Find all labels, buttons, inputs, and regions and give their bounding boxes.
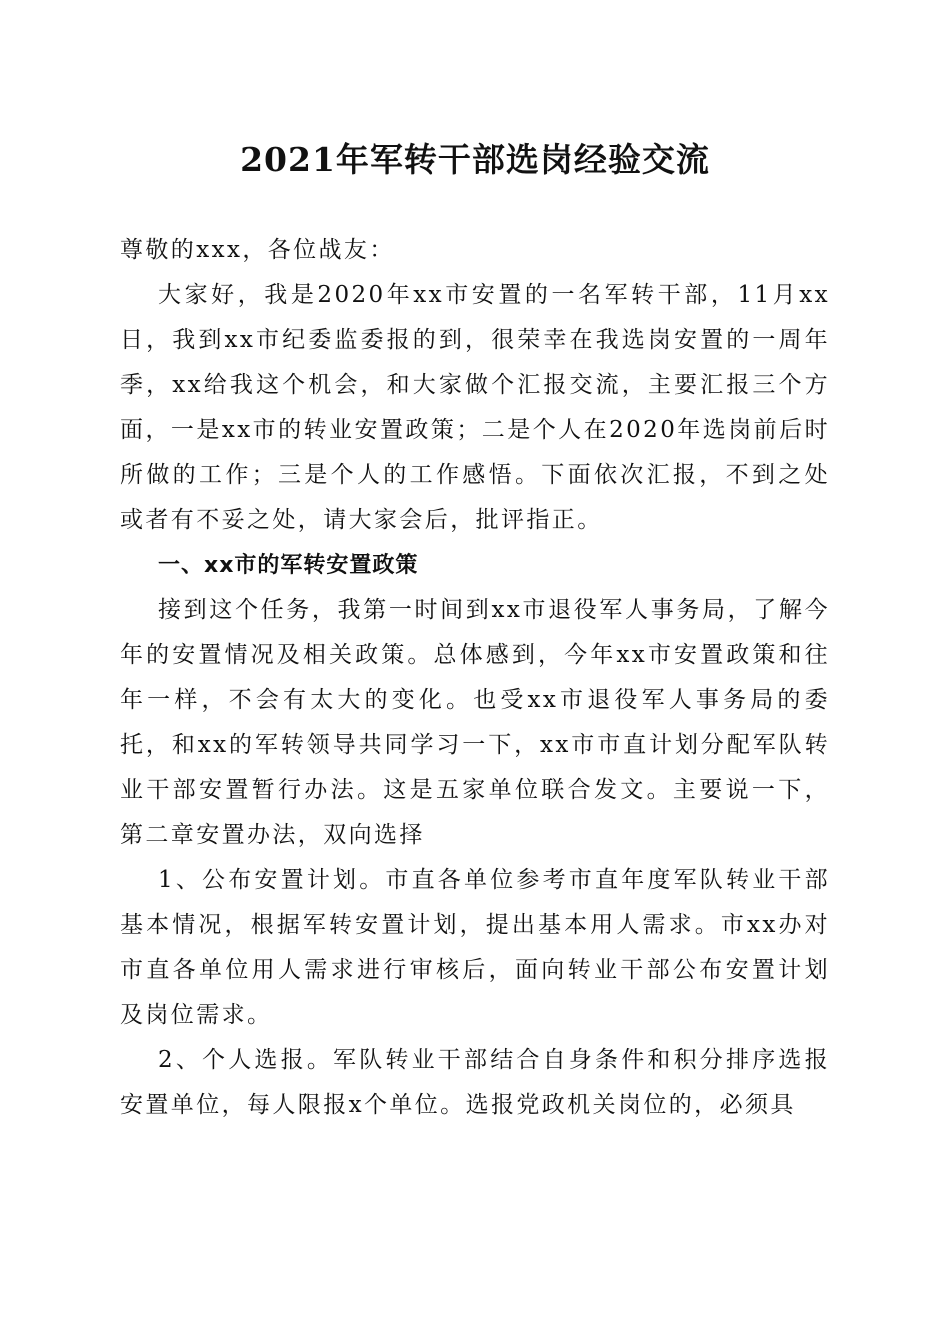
list-item-1: 1、公布安置计划。市直各单位参考市直年度军队转业干部基本情况，根据军转安置计划，提出基本用人需求。市xx办对市直各单位用人需求进行审核后，面向转业干部公布安置计划及岗位需求。 (120, 867, 830, 1028)
section1-paragraph: 接到这个任务，我第一时间到xx市退役军人事务局，了解今年的安置情况及相关政策。总体感到，今年xx市安置政策和往年一样，不会有太大的变化。也受xx市退役军人事务局的委托，和xx的军转领导共同学习一下，xx市市直计划分配军队转业干部安置暂行办法。这是五家单位联合发文。主要说一下，第二章安置办法，双向选择 (120, 597, 830, 848)
list-item-2: 2、个人选报。军队转业干部结合自身条件和积分排序选报安置单位，每人限报x个单位。选报党政机关岗位的，必须具 (120, 1047, 830, 1118)
section-heading-1: 一、xx市的军转安置政策 (158, 553, 419, 578)
salutation: 尊敬的xxx，各位战友： (120, 237, 395, 263)
intro-paragraph: 大家好，我是2020年xx市安置的一名军转干部，11月xx日，我到xx市纪委监委报的到，很荣幸在我选岗安置的一周年季，xx给我这个机会，和大家做个汇报交流，主要汇报三个方面，一是xx市的转业安置政策；二是个人在2020年选岗前后时所做的工作；三是个人的工作感悟。下面依次汇报，不到之处或者有不妥之处，请大家会后，批评指正。 (120, 282, 830, 533)
document-title: 2021年军转干部选岗经验交流 (240, 140, 710, 179)
